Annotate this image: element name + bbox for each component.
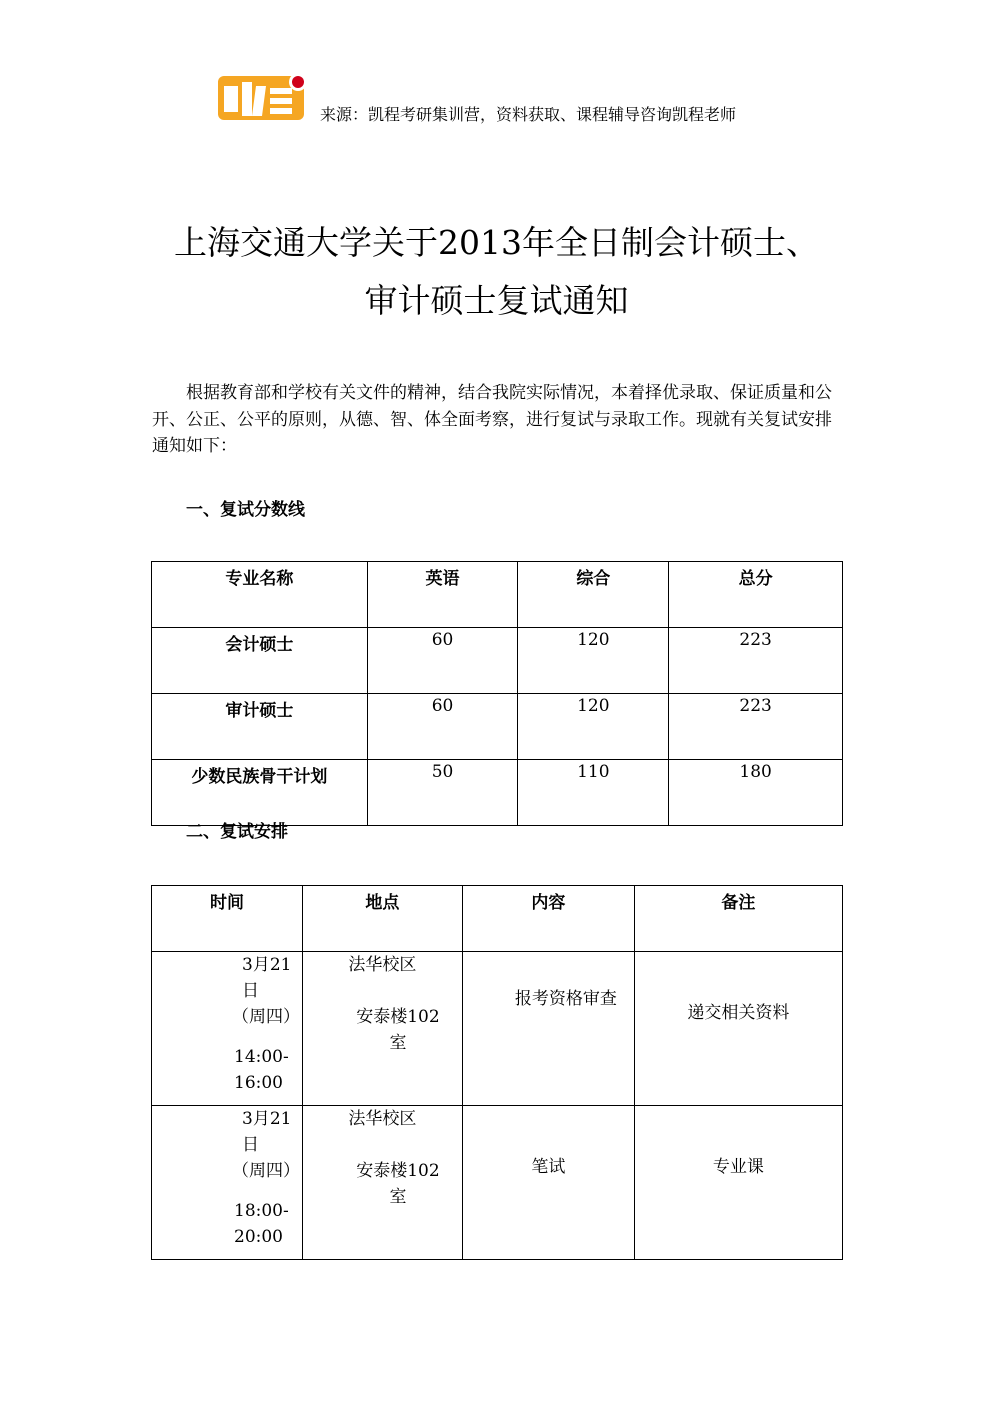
schedule-location xyxy=(302,1106,462,1260)
schedule-content-text: 报考资格审查 xyxy=(514,989,617,1009)
english-score: 60 xyxy=(367,628,518,694)
schedule-content xyxy=(462,1106,634,1260)
score-table xyxy=(151,561,843,826)
comprehensive-score: 110 xyxy=(518,760,669,826)
schedule-room: 安泰楼102室 xyxy=(356,1007,440,1053)
schedule-time xyxy=(152,952,303,1106)
schedule-time xyxy=(152,1106,303,1260)
kaicheng-logo xyxy=(216,68,312,124)
col-content: 内容 xyxy=(462,886,634,952)
english-score: 50 xyxy=(367,760,518,826)
col-major: 专业名称 xyxy=(152,562,368,628)
table-row xyxy=(152,952,843,1106)
major-name: 审计硕士 xyxy=(152,694,368,760)
major-name: 会计硕士 xyxy=(152,628,368,694)
schedule-date: 3月21日 xyxy=(242,955,292,1001)
comprehensive-score: 120 xyxy=(518,628,669,694)
table-row xyxy=(152,628,843,694)
major-name: 少数民族骨干计划 xyxy=(152,760,368,826)
schedule-note xyxy=(634,1106,842,1260)
schedule-date: 3月21日 xyxy=(242,1109,292,1155)
title-line-1: 上海交通大学关于2013年全日制会计硕士、 xyxy=(174,223,819,262)
col-time: 时间 xyxy=(152,886,303,952)
page-title xyxy=(100,214,893,330)
total-score: 223 xyxy=(669,628,843,694)
schedule-note-text: 递交相关资料 xyxy=(687,1003,790,1023)
schedule-hours: 14:00-16:00 xyxy=(234,1047,289,1093)
schedule-campus: 法华校区 xyxy=(348,955,417,975)
schedule-room: 安泰楼102室 xyxy=(356,1161,440,1207)
comprehensive-score: 120 xyxy=(518,694,669,760)
col-location: 地点 xyxy=(302,886,462,952)
schedule-content xyxy=(462,952,634,1106)
source-line: 来源：凯程考研集训营，资料获取、课程辅导咨询凯程老师 xyxy=(320,105,737,124)
schedule-weekday: （周四） xyxy=(232,1007,300,1027)
schedule-hours: 18:00-20:00 xyxy=(234,1201,289,1247)
title-line-2: 审计硕士复试通知 xyxy=(364,281,629,320)
col-english: 英语 xyxy=(367,562,518,628)
schedule-table xyxy=(151,885,843,1260)
section1-heading: 一、复试分数线 xyxy=(186,500,305,520)
schedule-location xyxy=(302,952,462,1106)
score-table-header xyxy=(152,562,843,628)
schedule-note-text: 专业课 xyxy=(712,1157,764,1177)
col-comprehensive: 综合 xyxy=(518,562,669,628)
intro-paragraph: 根据教育部和学校有关文件的精神，结合我院实际情况，本着择优录取、保证质量和公开、公正、公平的原则，从德、智、体全面考察，进行复试与录取工作。现就有关复试安排通知如下： xyxy=(152,383,832,456)
schedule-note xyxy=(634,952,842,1106)
total-score: 180 xyxy=(669,760,843,826)
english-score: 60 xyxy=(367,694,518,760)
table-row xyxy=(152,760,843,826)
schedule-weekday: （周四） xyxy=(232,1161,300,1181)
schedule-campus: 法华校区 xyxy=(348,1109,417,1129)
schedule-table-header xyxy=(152,886,843,952)
total-score: 223 xyxy=(669,694,843,760)
table-row xyxy=(152,694,843,760)
schedule-content-text: 笔试 xyxy=(531,1157,566,1177)
table-row xyxy=(152,1106,843,1260)
col-total: 总分 xyxy=(669,562,843,628)
col-note: 备注 xyxy=(634,886,842,952)
section2-heading: 二、复试安排 xyxy=(186,822,288,842)
